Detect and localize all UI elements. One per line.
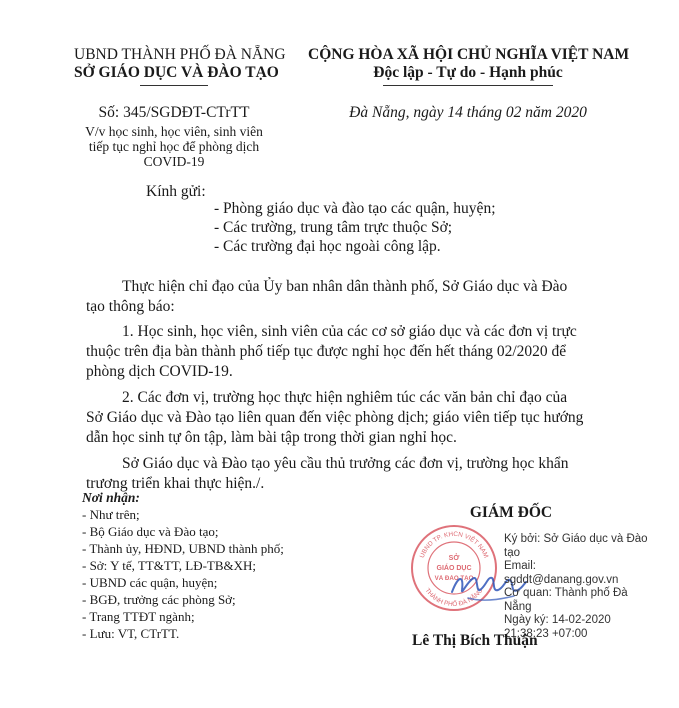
digital-signature-line: Email: (504, 560, 536, 572)
seal-center-3: VÀ ĐÀO TẠO (434, 575, 474, 582)
body-paragraph-4-line: trương triển khai thực hiện./. (86, 475, 265, 492)
recipient-item: - Các trường đại học ngoài công lập. (214, 238, 441, 255)
body-paragraph-3-line: 2. Các đơn vị, trường học thực hiện nghiêm túc các văn bản chỉ đạo của (122, 389, 568, 406)
body-paragraph-2-line: thuộc trên địa bàn thành phố tiếp tục được nghỉ học đến hết tháng 02/2020 để (86, 343, 567, 360)
distribution-item: - Như trên; (82, 507, 140, 522)
digital-signature-line: Ngày ký: 14-02-2020 (504, 614, 611, 626)
digital-signature-line: Nẵng (504, 600, 532, 613)
national-title: CỘNG HÒA XÃ HỘI CHỦ NGHĨA VIỆT NAM (308, 46, 630, 63)
signer-name: Lê Thị Bích Thuận (412, 632, 538, 649)
distribution-item: - BGĐ, trưởng các phòng Sở; (82, 592, 236, 607)
issuer-authority: UBND THÀNH PHỐ ĐÀ NẴNG (74, 46, 286, 63)
body-paragraph-4-line: Sở Giáo dục và Đào tạo yêu cầu thủ trưởng các đơn vị, trường học khẩn (122, 455, 569, 472)
subject-line: V/v học sinh, học viên, sinh viên (85, 124, 263, 139)
motto-underline (383, 85, 553, 86)
document-number: Số: 345/SGDĐT-CTrTT (98, 104, 250, 121)
body-paragraph-3-line: Sở Giáo dục và Đào tạo liên quan đến việc phòng dịch; giáo viên tiếp tục hướng (86, 409, 584, 426)
subject-line: tiếp tục nghỉ học để phòng dịch (88, 139, 260, 154)
digital-signature-line: Cơ quan: Thành phố Đà (504, 587, 628, 599)
distribution-label: Nơi nhận: (82, 490, 140, 505)
distribution-list (82, 506, 284, 642)
distribution-item: - UBND các quận, huyện; (82, 575, 218, 590)
distribution-item: - Thành ủy, HĐND, UBND thành phố; (82, 541, 284, 556)
digital-signature-line: tạo (504, 546, 520, 559)
distribution-item: - Trang TTĐT ngành; (82, 609, 195, 624)
distribution-item: - Lưu: VT, CTrTT. (82, 626, 180, 641)
distribution-item: - Bộ Giáo dục và Đào tạo; (82, 524, 219, 539)
digital-signature-info (504, 533, 648, 641)
body-paragraph-2-line: phòng dịch COVID-19. (86, 363, 233, 380)
subject-line: COVID-19 (143, 154, 205, 169)
document-date: Đà Nẵng, ngày 14 tháng 02 năm 2020 (349, 104, 587, 121)
body-paragraph-1-line: Thực hiện chỉ đạo của Ủy ban nhân dân thành phố, Sở Giáo dục và Đào (122, 278, 568, 295)
digital-signature-line: sgddt@danang.gov.vn (504, 573, 619, 586)
digital-signature-line: Ký bởi: Sở Giáo dục và Đào (504, 533, 648, 545)
recipients-label: Kính gửi: (146, 183, 206, 200)
recipient-item: - Phòng giáo dục và đào tạo các quận, huyện; (214, 200, 496, 217)
seal-center-1: SỞ (448, 555, 460, 562)
body-paragraph-2-line: 1. Học sinh, học viên, sinh viên của các cơ sở giáo dục và các đơn vị trực (122, 323, 577, 340)
seal-ring-bottom: THÀNH PHỐ ĐÀ NẴNG (423, 587, 485, 609)
document-subject (74, 124, 274, 169)
signer-title: GIÁM ĐỐC (469, 504, 553, 521)
issuer-department: SỞ GIÁO DỤC VÀ ĐÀO TẠO (74, 64, 279, 81)
body-paragraph-1-line: tạo thông báo: (86, 298, 175, 315)
national-motto: Độc lập - Tự do - Hạnh phúc (373, 64, 563, 81)
issuer-underline (140, 85, 208, 86)
seal-center-2: GIÁO DỤC (436, 565, 472, 572)
recipient-item: - Các trường, trung tâm trực thuộc Sở; (214, 219, 453, 236)
digital-signature-line: 21:38:23 +07:00 (504, 627, 588, 640)
seal-ring-top: UBND TP. KHCN VIỆT NAM (418, 530, 490, 560)
body-paragraph-3-line: dẫn học sinh tự ôn tập, làm bài tập trong thời gian nghỉ học. (86, 429, 457, 446)
distribution-item: - Sở: Y tế, TT&TT, LĐ-TB&XH; (82, 558, 257, 573)
